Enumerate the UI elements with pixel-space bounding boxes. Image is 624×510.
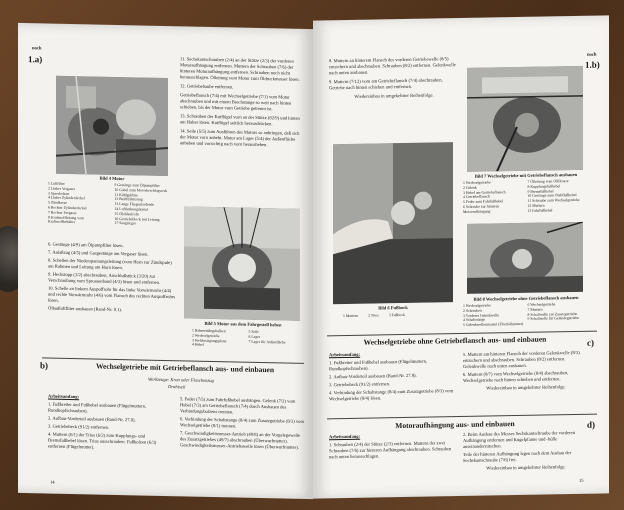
legend-item: 6 Wechselgetriebe (527, 302, 556, 307)
legend-item: 5 Feder zum Fahrfußhebel (463, 199, 504, 205)
legend-item: 4 Linker Zylinderdeckel (48, 195, 85, 201)
legend-item: 6 Lager (248, 334, 261, 339)
c-step-6: 6. Muttern (8/7) vom Wechselgetriebe (8/4) abschrauben, Wechselgetriebe nach hinten schieben und entfernen. (463, 370, 569, 383)
b-step-6: 6. Verbindung der Schaltstange (8/4) zum Zusatzgetriebe (8/3) vom Wechselgetriebe (8/1) trennen. (180, 416, 305, 429)
d-step-2: 2. Beim Ausbau des Messes Sechskantschraube der vorderen Aufhängung entfernen und Kugelpfanne und -hülle auseinanderrutschen. (463, 430, 576, 449)
legend-item: 13 Lange Fliegenlaufende (114, 202, 155, 207)
legend-item: 7 Ölleitung vom Ölfiltrator (527, 179, 569, 184)
b-steps-right (180, 396, 306, 451)
top-steps (329, 56, 459, 100)
noch-label: noch (32, 45, 42, 51)
right-page (313, 15, 609, 498)
legend-item: 5 Zündkerze (48, 200, 68, 206)
arbeitsumfang-label: Arbeitsumfang: (48, 393, 80, 400)
d-step-2-detail: Teile der hinteren Aufhängung legen nach dem Ausbau der Sechskantschraube (7/6) frei. (463, 450, 572, 463)
fig4-caption: Bild 4 Motor (99, 175, 125, 182)
fig4-legend (48, 182, 178, 228)
legend-item: 2 Linker Vergaser (48, 186, 76, 191)
legend-item: 16 Getriebeblock mit Leitung (114, 216, 160, 222)
legend-item: 1 Wechselgetriebe (463, 180, 491, 185)
step-8: 8. Schellen der Niederspannungsleitung (vom Horn zur Zündspule) am Rahmen und Leitung am Horn lösen. (48, 257, 172, 271)
step-13: 13. Schrauben der Kotflügel vorn an der Stütze (82/9) und hinten am Halter lösen. Kotflügel seitlich herausdrücken. (180, 113, 300, 127)
fig6-legend (343, 312, 453, 319)
werkzeuge: Werkzeuge: Kran oder Flaschenzug (148, 376, 214, 384)
step-14: 14. Seile (5/5) zum Ausführen des Motors so anbringen, daß sich der Motor vorn anhebt. Motor am Lager (5/4) der Außenfläche anheben und vorsichtig nach vorn herausheben. (180, 128, 300, 148)
b-step-1: 1. Fußbretter und Fußhebel ausbauen (Flügelmuttern, Rundkopfschrauben). (48, 401, 147, 414)
reassembly-note: Wiedereinbau in umgekehrter Reihenfolge. (354, 92, 434, 99)
legend-item: 8 Kupplungsfußhebel (527, 184, 561, 189)
fig5-caption: Bild 5 Motor aus dem Fahrgestell heben (204, 320, 282, 328)
step-12: 12. Getriebehaube entfernen. (180, 83, 234, 90)
fig6-caption: Bild 6 Fußbock (378, 304, 408, 311)
section-label-c: c) (587, 337, 594, 348)
legend-item: 1 Luftfilter (48, 181, 65, 186)
noch-label-right: noch (587, 51, 597, 57)
legend-item: 3 Sperrbolzen (48, 191, 70, 196)
legend-item: 14 Luftlenkungskanal (114, 206, 148, 212)
legend-item: 11 Schraube zum Wechselgetriebe (527, 198, 580, 204)
legend-item: 4 Schaltstange (463, 317, 486, 323)
legend-item: 3 Weltbestigungsplatte (192, 338, 227, 343)
legend-item: 2 Gelenk (463, 185, 477, 190)
legend-item: 7 Muttern (527, 307, 543, 312)
step-11: 11. Sechskantschrauben (2/4) an der Stütze (2/3) der vorderen Motoraufhängung entfernen. Muttern der Schrauben (7/6) der hinteren Motoraufhängung entfernen. Schrauben noch nicht herausschlagen. Ölleitung vom Motor zum Öldruckmesser lösen. (180, 56, 300, 82)
legend-item: 8 Schaltwelle zur Zusatzgetriebe (527, 311, 578, 317)
fig7-legend (463, 179, 589, 215)
heading-c: Wechselgetriebe ohne Getriebeflansch aus- und einbauen (363, 334, 547, 347)
heading-b: Wechselgetriebe mit Getriebeflansch aus- und einbauen (95, 361, 275, 375)
section-label-1a: 1.a) (28, 54, 43, 65)
page-number-right: 15 (579, 477, 584, 483)
legend-item: 1 Rahmenlängsbalken (192, 328, 226, 334)
step-8-right: 8. Muttern an hinterem Flansch des vorderen Getriebewelle (8/5) entsichern und abschrauben. Schrauben (8/2) entfernen. Gelenkwelle nach unten ausbauen. (329, 56, 456, 76)
legend-item: 3 Vorderer Gelenkwelle (463, 312, 500, 318)
legend-item: 2 Wechselgetriebe (192, 333, 220, 338)
drahtseil: Drahtseil (168, 384, 186, 390)
c-steps-right (463, 350, 589, 392)
d-reassembly-note: Wiedereinbau in umgekehrter Reihenfolge. (486, 464, 566, 471)
c-step-2: 2. Aufbau-Vorderteil ausbauen (Rand-Nr. 27.8). (329, 372, 417, 380)
fig6-photo (333, 142, 453, 304)
legend-item: 5 Seile (248, 329, 259, 334)
arbeitsumfang-label-d: Arbeitsumfang: (329, 433, 361, 440)
legend-item: 17 Saugsieger (114, 221, 136, 226)
b-steps-left (48, 394, 174, 453)
b-step-3: 3. Getriebeheck (91/2) entfernen. (48, 423, 110, 430)
b-step-5: 5. Feder (7/5) zum Fahrfußhebel aushängen. Gelenk (7/2) vom Hebel (7/3) am Getriebeflansch (7/4) durch Ausbauen des Verbindungsbolzens trennen. (180, 396, 296, 415)
d-steps-left (329, 432, 457, 460)
legend-item: 6 Schraube zur hinteren Motoraufhängung (463, 204, 500, 214)
legend-item: 12 Beidfüllsitzung (114, 197, 143, 202)
b-step-2: 2. Aufbau-Vorderteil ausbauen (Rand-Nr. 27.8). (48, 415, 136, 423)
left-page (18, 23, 313, 499)
legend-item: 5 Gelenkwellenmantel (Überfallmutter) (463, 322, 524, 328)
c-steps-left (329, 350, 457, 402)
heading-d: Motoraufhängung aus- und einbauen (395, 419, 515, 431)
legend-item: 10 Gestänge zum Ölabflußhebel (527, 193, 577, 199)
fig5-photo (184, 206, 300, 320)
legend-item: 11 Kühlgebläse (114, 192, 139, 198)
step-6: 6. Gestänge (4/9) am Ölpumpfilter lösen. (48, 241, 124, 249)
section-label-1b: 1.b) (585, 59, 600, 70)
step-9: 9. Heckstopp (3/2) abschrauben, Anschlußstück (3/20) zur Verschraubung vom Sprossenband (4/3) lösen und entfernen. (48, 271, 161, 285)
fig8-caption: Bild 8 Wechselgetriebe ohne Getriebeflansch ausbauen (473, 294, 579, 302)
step-10: 10. Schelle an linkem Auspuffrohr für das linke Vorwärmrohr (4/4) und rechte Vorwärmrohr (4/6) vom Flansch des rechten Auspuffrohrs lösen. (48, 285, 176, 303)
left-steps-column (48, 242, 178, 315)
fig7-photo (467, 66, 583, 172)
fig5-legend (192, 329, 302, 350)
b-step-4: 4. Muttern (6/1) der Trios (6/2) zum Kupplungs- und Bremsfußhebel lösen. Trios ausschrauben. Fußbolzen (6/3) entfernen (Flügelmutter). (48, 431, 157, 450)
fig8-legend (463, 302, 589, 328)
legend-item: 8 Kraftstoffleitung vom Kraftstoffbehälter (48, 215, 84, 225)
section-label-d: d) (587, 419, 596, 430)
d-step-1: 1. Schrauben (2/4) der Stütze (2/3) entfernen. Muttern der zwei Schrauben (7/6) zur hinteren Aufhängung abschrauben. Schrauben nach unten herausschlagen. (329, 440, 452, 460)
legend-item: 2 Schrauben (463, 308, 482, 313)
legend-item: 4 Hebel (192, 342, 204, 348)
fig8-photo (467, 222, 583, 294)
legend-item: 7 Rechter Vergaser (48, 210, 77, 215)
legend-item: 9 Bremsfußhebel (527, 188, 554, 194)
step-7: 7. Anlaßzug (4/5) und Gasgestänge am Vergaser lösen. (48, 249, 149, 257)
legend-item: 13 Fahrfußhebel (527, 208, 553, 213)
arbeitsumfang-label-c: Arbeitsumfang: (329, 351, 361, 358)
legend-item: 2 Trios (368, 313, 379, 318)
legend-item: 3 Fußbock (388, 312, 405, 318)
legend-item: 7 Lager für Außenfläche (248, 339, 286, 345)
b-step-7: 7. Geschwindigkeitsmesser-Antrieb (49/8) an der Vorgelegewelle des Zusatzgetriebes (49/7) abschrauben (Überwurfmutter). Geschwindigkeitsmesser-Antriebswelle lösen (Überwurfmutter). (180, 430, 301, 450)
step-12-detail: Getriebeflansch (7/4) mit Wechselgetriebe (7/1) vom Motor abschrauben und mit einem Brechstange so weit nach hinten schieben, bis der Motor vom Getriebe getrennt ist. (180, 92, 292, 112)
legend-item: 15 Ölablaufrohr (114, 211, 139, 217)
legend-item: 4 Getriebeflansch (463, 194, 490, 200)
legend-item: 9 Schaltstelle für Geländegetriebe (527, 316, 580, 322)
step-oilfilter: Ölbadluftfilter ausbauen (Rand-Nr. 8.1). (48, 305, 122, 313)
c-step-5: 5. Muttern am hinteren Flansch der vorderen Gelenkwelle (8/3) entsichern und abschrauben. Schrauben (8/2) entfernen. Gelenkwelle nach unten ausbauen. (463, 349, 580, 369)
step-9-right: 9. Muttern (7/12) vorn am Getriebeflansch (7/4) abschrauben, Getriebe nach hinten schieben und entfernen. (329, 77, 443, 91)
c-step-3: 3. Getriebeheck (91/2) entfernen. (329, 381, 391, 388)
legend-item: 6 Rechter Zylinderdeckel (48, 205, 87, 211)
legend-item: 3 Hebel am Getriebeflansch (463, 189, 506, 195)
c-step-4: 4. Verbindung der Schaltstange (8/4) zum Zusatzgetriebe (8/3) vom Wechselgetriebe (8/4) lösen. (329, 388, 454, 402)
legend-item: 9 Gestänge zum Ölpumpfilter (114, 182, 160, 188)
legend-item: 1 Muttern (343, 313, 359, 319)
legend-item: 1 Wechselgetriebe (463, 303, 491, 308)
section-label-b: b) (40, 360, 49, 371)
legend-item: 12 Muttern (527, 203, 545, 208)
fig7-caption: Bild 7 Wechselgetriebe mit Getriebeflansch ausbauen (474, 171, 578, 179)
motor-photo (56, 76, 168, 176)
c-reassembly-note: Wiedereinbau in umgekehrter Reihenfolge. (486, 384, 566, 391)
d-steps-right (463, 430, 589, 472)
page-number-left: 14 (50, 479, 55, 485)
right-steps-column (180, 56, 306, 149)
legend-item: 10 Gabel zum Motorbeschlagwerk (114, 187, 168, 193)
c-step-1: 1. Fußbretter und Fußhebel ausbauen (Flügelmuttern, Rundkopfschrauben). (329, 358, 428, 372)
